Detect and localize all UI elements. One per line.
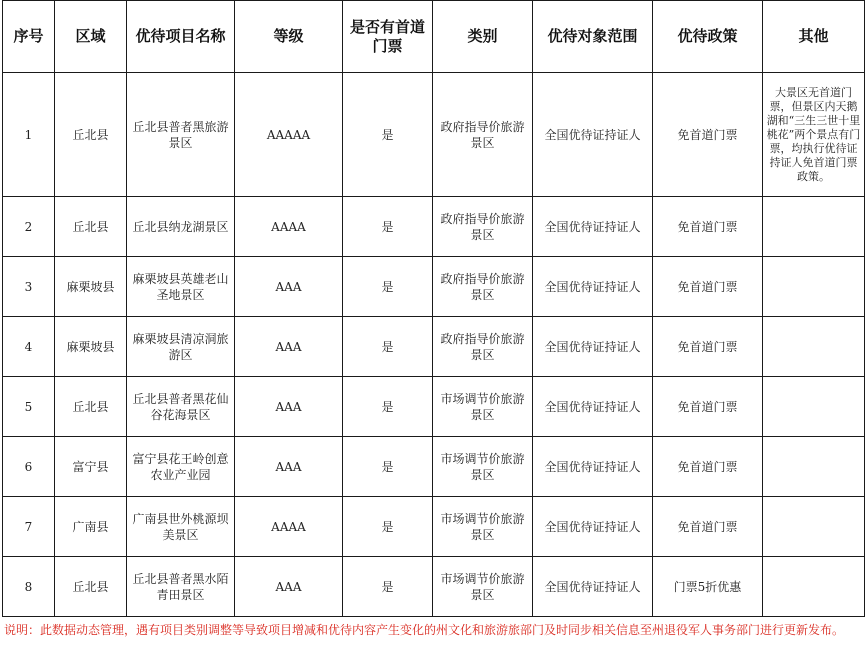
header-name: 优待项目名称 <box>127 1 235 73</box>
table-header-row <box>3 1 865 73</box>
cell-scope: 全国优待证持证人 <box>533 377 653 437</box>
header-policy: 优待政策 <box>653 1 763 73</box>
cell-policy: 免首道门票 <box>653 437 763 497</box>
cell-name: 广南县世外桃源坝美景区 <box>127 497 235 557</box>
cell-ticket: 是 <box>343 197 433 257</box>
cell-scope: 全国优待证持证人 <box>533 437 653 497</box>
cell-policy: 免首道门票 <box>653 197 763 257</box>
header-region: 区域 <box>55 1 127 73</box>
cell-seq: 3 <box>3 257 55 317</box>
cell-other <box>763 317 865 377</box>
header-seq: 序号 <box>3 1 55 73</box>
cell-other <box>763 377 865 437</box>
cell-category: 政府指导价旅游景区 <box>433 317 533 377</box>
cell-category: 政府指导价旅游景区 <box>433 73 533 197</box>
cell-seq: 6 <box>3 437 55 497</box>
cell-policy: 免首道门票 <box>653 73 763 197</box>
footnote: 说明：此数据动态管理，遇有项目类别调整等导致项目增减和优待内容产生变化的州文化和旅游旅部门及时同步相关信息至州退役军人事务部门进行更新发布。 <box>4 623 845 637</box>
cell-ticket: 是 <box>343 377 433 437</box>
header-ticket: 是否有首道门票 <box>343 1 433 73</box>
cell-scope: 全国优待证持证人 <box>533 497 653 557</box>
cell-scope: 全国优待证持证人 <box>533 557 653 617</box>
cell-seq: 1 <box>3 73 55 197</box>
cell-category: 政府指导价旅游景区 <box>433 197 533 257</box>
cell-other <box>763 437 865 497</box>
cell-seq: 8 <box>3 557 55 617</box>
cell-level: AAAA <box>235 497 343 557</box>
cell-name: 丘北县纳龙湖景区 <box>127 197 235 257</box>
discount-table-container <box>2 0 864 617</box>
cell-scope: 全国优待证持证人 <box>533 257 653 317</box>
cell-region: 丘北县 <box>55 197 127 257</box>
cell-level: AAAAA <box>235 73 343 197</box>
cell-other <box>763 257 865 317</box>
cell-policy: 免首道门票 <box>653 377 763 437</box>
cell-ticket: 是 <box>343 257 433 317</box>
cell-region: 丘北县 <box>55 73 127 197</box>
table-row <box>3 497 865 557</box>
cell-category: 市场调节价旅游景区 <box>433 437 533 497</box>
cell-ticket: 是 <box>343 317 433 377</box>
cell-other <box>763 197 865 257</box>
cell-other: 大景区无首道门票，但景区内天鹅湖和“三生三世十里桃花”两个景点有门票，均执行优待证持证人免首道门票政策。 <box>763 73 865 197</box>
cell-name: 丘北县普者黑花仙谷花海景区 <box>127 377 235 437</box>
cell-seq: 2 <box>3 197 55 257</box>
cell-level: AAA <box>235 557 343 617</box>
cell-ticket: 是 <box>343 557 433 617</box>
header-scope: 优待对象范围 <box>533 1 653 73</box>
header-level: 等级 <box>235 1 343 73</box>
cell-ticket: 是 <box>343 497 433 557</box>
cell-level: AAAA <box>235 197 343 257</box>
table-row <box>3 257 865 317</box>
table-row <box>3 317 865 377</box>
header-other: 其他 <box>763 1 865 73</box>
cell-scope: 全国优待证持证人 <box>533 197 653 257</box>
cell-category: 市场调节价旅游景区 <box>433 497 533 557</box>
cell-level: AAA <box>235 257 343 317</box>
cell-region: 富宁县 <box>55 437 127 497</box>
cell-seq: 5 <box>3 377 55 437</box>
cell-ticket: 是 <box>343 73 433 197</box>
discount-table <box>2 0 865 617</box>
table-row <box>3 197 865 257</box>
cell-scope: 全国优待证持证人 <box>533 317 653 377</box>
cell-scope: 全国优待证持证人 <box>533 73 653 197</box>
cell-other <box>763 557 865 617</box>
cell-region: 丘北县 <box>55 377 127 437</box>
table-row <box>3 73 865 197</box>
cell-level: AAA <box>235 377 343 437</box>
cell-name: 富宁县花王岭创意农业产业园 <box>127 437 235 497</box>
header-category: 类别 <box>433 1 533 73</box>
cell-seq: 7 <box>3 497 55 557</box>
table-row <box>3 377 865 437</box>
cell-name: 丘北县普者黑水陌青田景区 <box>127 557 235 617</box>
table-row <box>3 437 865 497</box>
cell-level: AAA <box>235 437 343 497</box>
table-row <box>3 557 865 617</box>
cell-policy: 免首道门票 <box>653 497 763 557</box>
cell-name: 麻栗坡县英雄老山圣地景区 <box>127 257 235 317</box>
cell-category: 市场调节价旅游景区 <box>433 377 533 437</box>
cell-region: 广南县 <box>55 497 127 557</box>
cell-policy: 免首道门票 <box>653 317 763 377</box>
cell-policy: 门票5折优惠 <box>653 557 763 617</box>
cell-region: 丘北县 <box>55 557 127 617</box>
cell-seq: 4 <box>3 317 55 377</box>
cell-region: 麻栗坡县 <box>55 317 127 377</box>
cell-region: 麻栗坡县 <box>55 257 127 317</box>
cell-category: 市场调节价旅游景区 <box>433 557 533 617</box>
cell-category: 政府指导价旅游景区 <box>433 257 533 317</box>
cell-name: 丘北县普者黑旅游景区 <box>127 73 235 197</box>
cell-level: AAA <box>235 317 343 377</box>
cell-name: 麻栗坡县清凉洞旅游区 <box>127 317 235 377</box>
cell-other <box>763 497 865 557</box>
cell-policy: 免首道门票 <box>653 257 763 317</box>
cell-ticket: 是 <box>343 437 433 497</box>
